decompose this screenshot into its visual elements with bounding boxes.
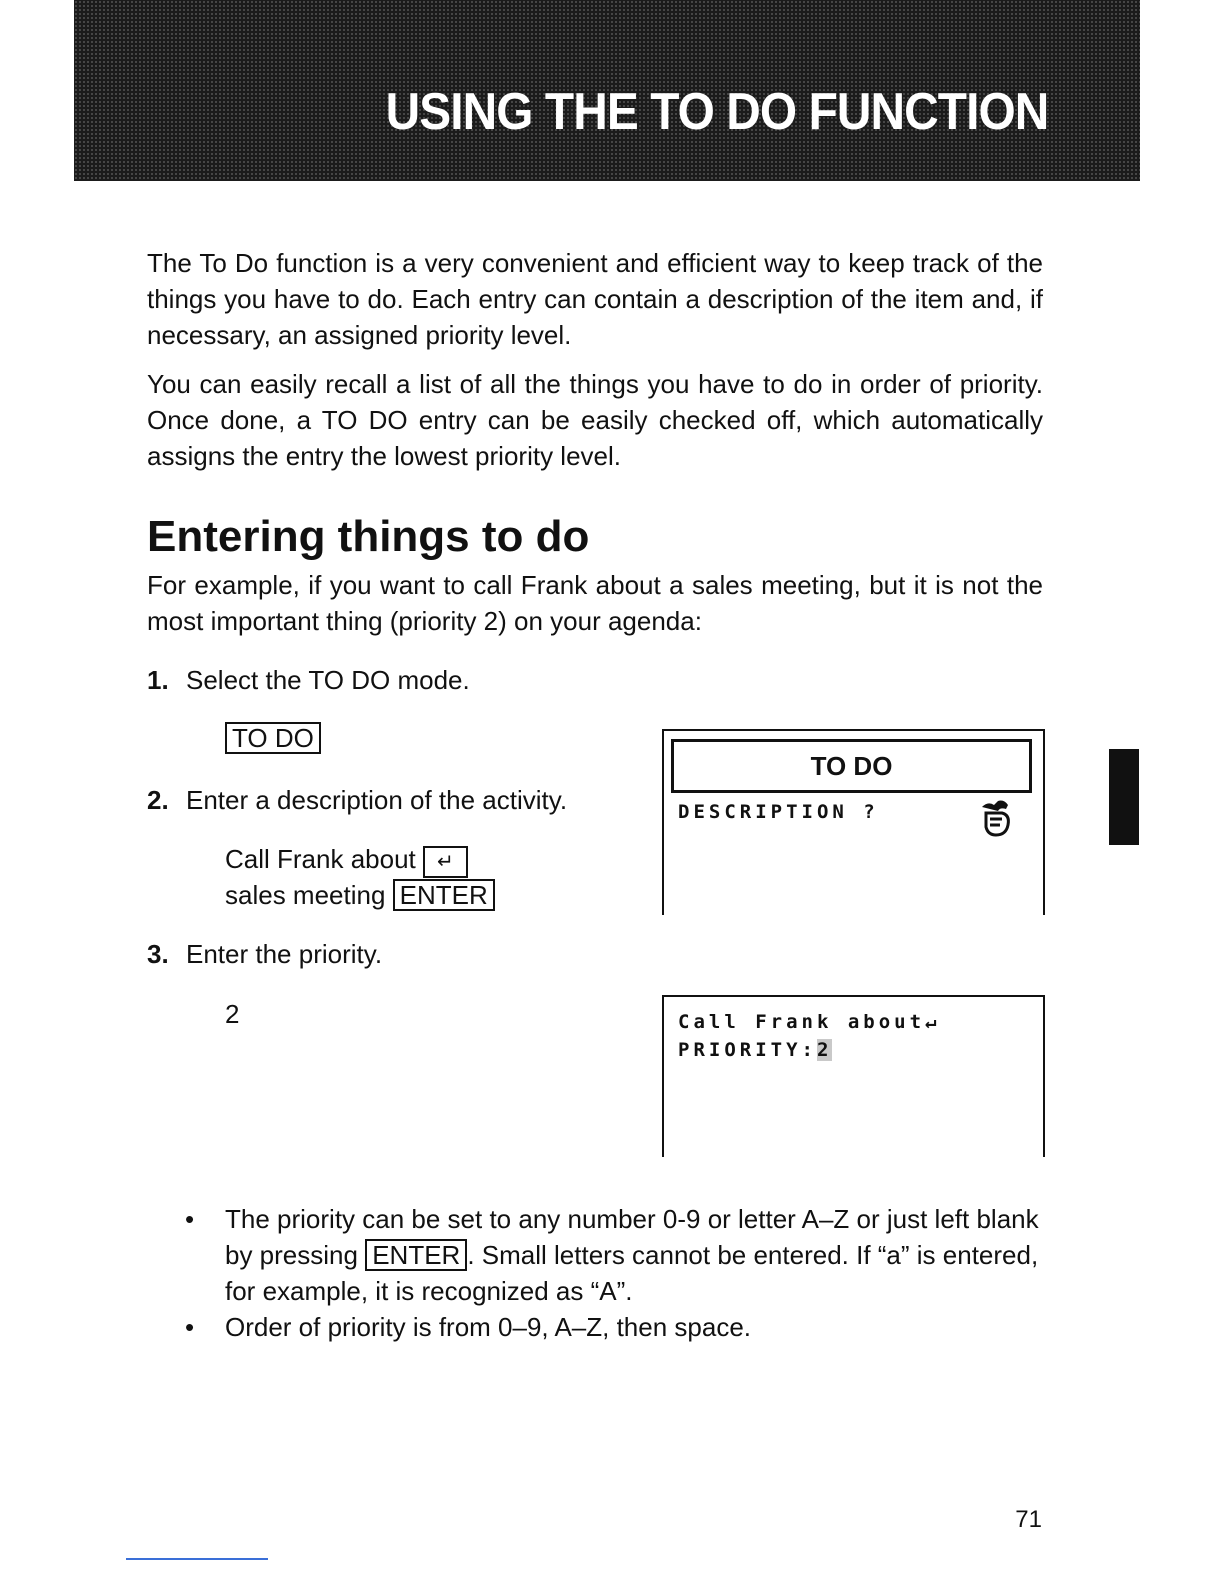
step-3-input — [225, 996, 239, 1032]
note-item — [185, 1309, 1045, 1345]
lcd-mode-title: TO DO — [671, 739, 1032, 793]
step-1-keys — [225, 720, 321, 756]
lcd-line-2 — [678, 1039, 832, 1061]
step-number: 2. — [147, 785, 169, 815]
step-text: Enter the priority. — [186, 939, 383, 969]
step-number: 1. — [147, 665, 169, 695]
note-text: Order of priority is from 0–9, A–Z, then space. — [225, 1312, 752, 1342]
section-intro: For example, if you want to call Frank about a sales meeting, but it is not the most important thing (priority 2) on your agenda: — [147, 570, 1043, 636]
page-title: USING THE TO DO FUNCTION — [385, 83, 1048, 141]
typed-text: sales meeting — [225, 880, 386, 910]
hand-phone-icon — [976, 797, 1016, 837]
enter-key: ENTER — [393, 879, 495, 911]
step-2-line-2 — [225, 877, 495, 913]
note-text: The priority can be set to any number 0-9 or letter A–Z or just left blank by pressing — [225, 1204, 1039, 1270]
enter-key: ENTER — [365, 1239, 467, 1271]
page-number: 71 — [1015, 1506, 1042, 1533]
section-heading: Entering things to do — [147, 512, 590, 561]
step-text: Select the TO DO mode. — [186, 665, 470, 695]
lcd-display-priority — [662, 995, 1045, 1157]
note-text: . Small letters cannot be entered. If “a” is entered, for example, it is recognized as “A”. — [225, 1240, 1039, 1306]
notes-list — [185, 1201, 1045, 1345]
typed-text: Call Frank about — [225, 844, 416, 874]
priority-value: 2 — [816, 1039, 833, 1061]
step-2 — [147, 782, 567, 818]
return-key: ↵ — [423, 846, 468, 878]
step-1 — [147, 662, 470, 698]
lcd-prompt: DESCRIPTION ? — [678, 801, 879, 823]
intro-paragraph-1: The To Do function is a very convenient and efficient way to keep track of the things you have to do. Each entry can contain a description of the item and, if necessary, an assigned priority level. — [147, 248, 1043, 350]
step-3 — [147, 936, 382, 972]
todo-key: TO DO — [225, 722, 321, 754]
step-text: Enter a description of the activity. — [186, 785, 568, 815]
note-item — [185, 1201, 1045, 1309]
intro-paragraph-2: You can easily recall a list of all the things you have to do in order of priority. Once done, a TO DO entry can be easily checked off, which automatically assigns the entry the lowest priority level. — [147, 369, 1043, 471]
footer-rule — [126, 1558, 268, 1560]
priority-label: PRIORITY: — [678, 1039, 817, 1061]
chapter-tab-marker — [1109, 749, 1139, 845]
lcd-display-description — [662, 729, 1045, 915]
header-banner — [74, 0, 1140, 181]
lcd-line-1: Call Frank about↵ — [678, 1011, 941, 1033]
step-number: 3. — [147, 939, 169, 969]
step-2-line-1 — [225, 841, 468, 878]
priority-input-value: 2 — [225, 999, 240, 1029]
